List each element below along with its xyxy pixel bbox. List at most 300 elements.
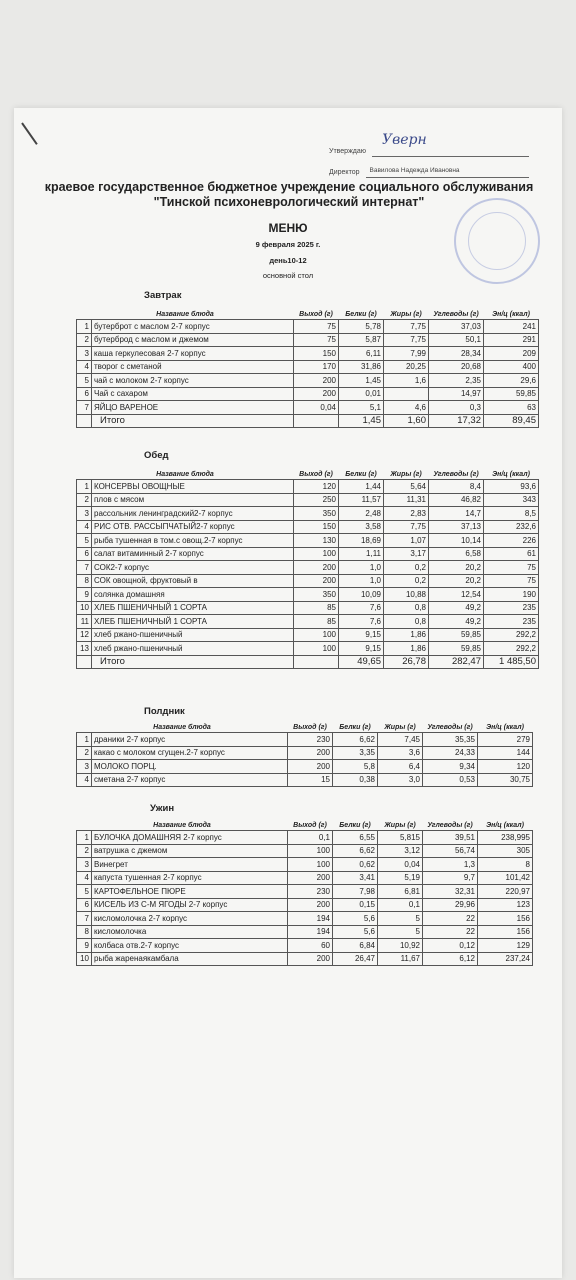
- dish-name: ватрушка с джемом: [92, 844, 288, 858]
- cell-carbs: 35,35: [423, 733, 478, 747]
- total-protein: 1,45: [339, 414, 384, 428]
- dish-name: кисломолочка 2-7 корпус: [92, 912, 288, 926]
- cell-protein: 5,8: [333, 760, 378, 774]
- pen-mark: [21, 122, 38, 144]
- table-row: [77, 534, 539, 548]
- approve-label: Утверждаю: [329, 148, 366, 155]
- total-empty-cell: [77, 414, 92, 428]
- cell-fat: 11,67: [378, 952, 423, 966]
- cell-portion: 100: [288, 844, 333, 858]
- cell-carbs: 20,68: [429, 360, 484, 374]
- cell-energy: 232,6: [484, 520, 539, 534]
- cell-energy: 190: [484, 588, 539, 602]
- row-number: 1: [77, 480, 92, 494]
- row-number: 2: [77, 844, 92, 858]
- menu-day: день10-12: [269, 256, 307, 265]
- total-energy: 1 485,50: [484, 655, 539, 669]
- cell-energy: 8: [478, 858, 533, 872]
- cell-energy: 279: [478, 733, 533, 747]
- row-number: 3: [77, 507, 92, 521]
- cell-energy: 292,2: [484, 642, 539, 656]
- header-portion: Выход (г): [299, 470, 333, 478]
- dish-name: МОЛОКО ПОРЦ.: [92, 760, 288, 774]
- cell-protein: 11,57: [339, 493, 384, 507]
- cell-carbs: 12,54: [429, 588, 484, 602]
- cell-protein: 1,44: [339, 480, 384, 494]
- header-carbs: Углеводы (г): [433, 310, 479, 318]
- header-protein: Белки (г): [345, 470, 377, 478]
- cell-portion: 100: [294, 628, 339, 642]
- cell-protein: 7,6: [339, 601, 384, 615]
- row-number: 4: [77, 520, 92, 534]
- table-row: [77, 939, 533, 953]
- cell-carbs: 14,97: [429, 387, 484, 401]
- cell-energy: 226: [484, 534, 539, 548]
- row-number: 2: [77, 493, 92, 507]
- header-carbs: Углеводы (г): [427, 723, 473, 731]
- dish-name: рыба жаренаякамбала: [92, 952, 288, 966]
- cell-energy: 59,85: [484, 387, 539, 401]
- cell-portion: 200: [294, 574, 339, 588]
- row-number: 11: [77, 615, 92, 629]
- director-label: Директор: [329, 169, 360, 176]
- cell-fat: 10,88: [384, 588, 429, 602]
- table-row: [77, 844, 533, 858]
- row-number: 4: [77, 773, 92, 787]
- row-number: 1: [77, 733, 92, 747]
- cell-fat: 1,07: [384, 534, 429, 548]
- menu-table: [76, 469, 539, 669]
- cell-fat: 0,2: [384, 574, 429, 588]
- cell-carbs: 39,51: [423, 831, 478, 845]
- table-row: [77, 493, 539, 507]
- cell-energy: 156: [478, 912, 533, 926]
- cell-energy: 292,2: [484, 628, 539, 642]
- cell-fat: [384, 387, 429, 401]
- cell-portion: 15: [288, 773, 333, 787]
- cell-fat: 1,6: [384, 374, 429, 388]
- cell-energy: 63: [484, 401, 539, 415]
- table-row: [77, 858, 533, 872]
- header-portion: Выход (г): [293, 821, 327, 829]
- cell-portion: 75: [294, 333, 339, 347]
- cell-fat: 7,75: [384, 520, 429, 534]
- cell-portion: 100: [288, 858, 333, 872]
- cell-protein: 9,15: [339, 642, 384, 656]
- cell-fat: 3,6: [378, 746, 423, 760]
- cell-fat: 7,45: [378, 733, 423, 747]
- cell-carbs: 0,53: [423, 773, 478, 787]
- cell-energy: 291: [484, 333, 539, 347]
- cell-carbs: 0,12: [423, 939, 478, 953]
- header-protein: Белки (г): [339, 723, 371, 731]
- header-name: Название блюда: [153, 821, 211, 829]
- cell-energy: 235: [484, 601, 539, 615]
- table-row: [77, 387, 539, 401]
- cell-portion: 120: [294, 480, 339, 494]
- cell-portion: 200: [288, 952, 333, 966]
- row-number: 1: [77, 831, 92, 845]
- header-protein: Белки (г): [339, 821, 371, 829]
- cell-energy: 75: [484, 561, 539, 575]
- table-row: [77, 642, 539, 656]
- cell-portion: 100: [294, 547, 339, 561]
- table-header: [77, 820, 533, 831]
- cell-fat: 1,86: [384, 642, 429, 656]
- row-number: 4: [77, 871, 92, 885]
- cell-energy: 8,5: [484, 507, 539, 521]
- cell-carbs: 22: [423, 912, 478, 926]
- cell-protein: 3,41: [333, 871, 378, 885]
- cell-portion: 200: [288, 898, 333, 912]
- cell-portion: 130: [294, 534, 339, 548]
- table-row: [77, 333, 539, 347]
- dish-name: плов с мясом: [92, 493, 294, 507]
- cell-protein: 1,11: [339, 547, 384, 561]
- cell-protein: 5,78: [339, 320, 384, 334]
- cell-energy: 29,6: [484, 374, 539, 388]
- header-energy: Эн/ц (ккал): [486, 723, 524, 731]
- organization-name: краевое государственное бюджетное учреждение социального обслуживания "Тинской психоневрологический интернат": [44, 180, 534, 209]
- cell-carbs: 50,1: [429, 333, 484, 347]
- dish-name: хлеб ржано-пшеничный: [92, 628, 294, 642]
- cell-carbs: 59,85: [429, 642, 484, 656]
- table-row: [77, 601, 539, 615]
- cell-energy: 101,42: [478, 871, 533, 885]
- total-row: [77, 414, 539, 428]
- cell-energy: 156: [478, 925, 533, 939]
- cell-protein: 0,62: [333, 858, 378, 872]
- dish-name: бутерброт с маслом 2-7 корпус: [92, 320, 294, 334]
- cell-energy: 61: [484, 547, 539, 561]
- header-name: Название блюда: [153, 723, 211, 731]
- cell-protein: 6,11: [339, 347, 384, 361]
- dish-name: салат витаминный 2-7 корпус: [92, 547, 294, 561]
- header-carbs: Углеводы (г): [433, 470, 479, 478]
- table-header: [77, 469, 539, 480]
- cell-energy: 93,6: [484, 480, 539, 494]
- cell-carbs: 10,14: [429, 534, 484, 548]
- dish-name: ХЛЕБ ПШЕНИЧНЫЙ 1 СОРТА: [92, 615, 294, 629]
- total-row: [77, 655, 539, 669]
- total-empty-cell: [294, 414, 339, 428]
- dish-name: рассольник ленинградский2-7 корпус: [92, 507, 294, 521]
- row-number: 12: [77, 628, 92, 642]
- total-energy: 89,45: [484, 414, 539, 428]
- table-row: [77, 547, 539, 561]
- table-row: [77, 871, 533, 885]
- cell-portion: 60: [288, 939, 333, 953]
- cell-fat: 0,1: [378, 898, 423, 912]
- menu-type: основной стол: [262, 271, 314, 280]
- menu-table: [76, 820, 533, 966]
- cell-energy: 241: [484, 320, 539, 334]
- cell-fat: 2,83: [384, 507, 429, 521]
- cell-carbs: 9,34: [423, 760, 478, 774]
- dish-name: кисломолочка: [92, 925, 288, 939]
- cell-portion: 0,04: [294, 401, 339, 415]
- row-number: 10: [77, 952, 92, 966]
- cell-fat: 6,81: [378, 885, 423, 899]
- cell-fat: 11,31: [384, 493, 429, 507]
- table-row: [77, 831, 533, 845]
- row-number: 5: [77, 885, 92, 899]
- cell-protein: 6,62: [333, 733, 378, 747]
- cell-portion: 170: [294, 360, 339, 374]
- cell-protein: 1,0: [339, 561, 384, 575]
- table-row: [77, 898, 533, 912]
- cell-fat: 5: [378, 925, 423, 939]
- cell-fat: 5: [378, 912, 423, 926]
- row-number: 6: [77, 387, 92, 401]
- section-title: Завтрак: [144, 290, 182, 301]
- total-empty-cell: [77, 655, 92, 669]
- header-energy: Эн/ц (ккал): [492, 470, 530, 478]
- table-row: [77, 480, 539, 494]
- header-fat: Жиры (г): [390, 470, 422, 478]
- row-number: 3: [77, 347, 92, 361]
- menu-date: 9 февраля 2025 г.: [255, 240, 321, 249]
- table-row: [77, 952, 533, 966]
- cell-portion: 250: [294, 493, 339, 507]
- header-energy: Эн/ц (ккал): [486, 821, 524, 829]
- header-portion: Выход (г): [293, 723, 327, 731]
- cell-protein: 6,55: [333, 831, 378, 845]
- cell-portion: 194: [288, 925, 333, 939]
- table-row: [77, 628, 539, 642]
- cell-portion: 150: [294, 347, 339, 361]
- cell-fat: 3,0: [378, 773, 423, 787]
- cell-fat: 0,8: [384, 615, 429, 629]
- table-row: [77, 885, 533, 899]
- cell-energy: 30,75: [478, 773, 533, 787]
- cell-carbs: 46,82: [429, 493, 484, 507]
- cell-fat: 1,86: [384, 628, 429, 642]
- cell-carbs: 49,2: [429, 615, 484, 629]
- total-protein: 49,65: [339, 655, 384, 669]
- row-number: 9: [77, 939, 92, 953]
- cell-energy: 209: [484, 347, 539, 361]
- cell-energy: 400: [484, 360, 539, 374]
- cell-fat: 7,99: [384, 347, 429, 361]
- cell-protein: 3,35: [333, 746, 378, 760]
- dish-name: бутерброд с маслом и джемом: [92, 333, 294, 347]
- cell-carbs: 29,96: [423, 898, 478, 912]
- dish-name: БУЛОЧКА ДОМАШНЯЯ 2-7 корпус: [92, 831, 288, 845]
- dish-name: Винегрет: [92, 858, 288, 872]
- cell-carbs: 49,2: [429, 601, 484, 615]
- dish-name: рыба тушенная в том.с овощ.2-7 корпус: [92, 534, 294, 548]
- cell-portion: 100: [294, 642, 339, 656]
- cell-carbs: 2,35: [429, 374, 484, 388]
- table-row: [77, 733, 533, 747]
- row-number: 8: [77, 574, 92, 588]
- dish-name: СОК овощной, фруктовый в: [92, 574, 294, 588]
- cell-carbs: 22: [423, 925, 478, 939]
- cell-carbs: 20,2: [429, 561, 484, 575]
- row-number: 13: [77, 642, 92, 656]
- total-fat: 1,60: [384, 414, 429, 428]
- dish-name: РИС ОТВ. РАССЫПЧАТЫЙ2-7 корпус: [92, 520, 294, 534]
- cell-portion: 200: [294, 387, 339, 401]
- header-fat: Жиры (г): [384, 723, 416, 731]
- cell-portion: 230: [288, 885, 333, 899]
- cell-protein: 3,58: [339, 520, 384, 534]
- dish-name: сметана 2-7 корпус: [92, 773, 288, 787]
- row-number: 6: [77, 898, 92, 912]
- header-fat: Жиры (г): [390, 310, 422, 318]
- total-label: Итого: [92, 655, 294, 669]
- cell-protein: 5,1: [339, 401, 384, 415]
- cell-protein: 10,09: [339, 588, 384, 602]
- section-title: Полдник: [144, 706, 185, 717]
- cell-carbs: 1,3: [423, 858, 478, 872]
- cell-protein: 6,62: [333, 844, 378, 858]
- cell-fat: 3,12: [378, 844, 423, 858]
- row-number: 8: [77, 925, 92, 939]
- dish-name: каша геркулесовая 2-7 корпус: [92, 347, 294, 361]
- dish-name: чай с молоком 2-7 корпус: [92, 374, 294, 388]
- row-number: 7: [77, 912, 92, 926]
- cell-protein: 2,48: [339, 507, 384, 521]
- cell-carbs: 32,31: [423, 885, 478, 899]
- cell-energy: 120: [478, 760, 533, 774]
- cell-carbs: 9,7: [423, 871, 478, 885]
- cell-carbs: 0,3: [429, 401, 484, 415]
- table-row: [77, 360, 539, 374]
- cell-energy: 123: [478, 898, 533, 912]
- cell-protein: 7,6: [339, 615, 384, 629]
- row-number: 5: [77, 534, 92, 548]
- header-name: Название блюда: [156, 310, 214, 318]
- dish-name: КАРТОФЕЛЬНОЕ ПЮРЕ: [92, 885, 288, 899]
- header-energy: Эн/ц (ккал): [492, 310, 530, 318]
- table-row: [77, 401, 539, 415]
- dish-name: КОНСЕРВЫ ОВОЩНЫЕ: [92, 480, 294, 494]
- cell-portion: 200: [294, 374, 339, 388]
- cell-portion: 200: [288, 746, 333, 760]
- cell-protein: 0,15: [333, 898, 378, 912]
- dish-name: какао с молоком сгущен.2-7 корпус: [92, 746, 288, 760]
- row-number: 7: [77, 561, 92, 575]
- cell-protein: 5,6: [333, 912, 378, 926]
- cell-portion: 350: [294, 588, 339, 602]
- cell-energy: 235: [484, 615, 539, 629]
- cell-portion: 0,1: [288, 831, 333, 845]
- menu-table: [76, 309, 539, 428]
- director-name: Вавилова Надежда Ивановна: [366, 167, 530, 178]
- cell-protein: 26,47: [333, 952, 378, 966]
- dish-name: ХЛЕБ ПШЕНИЧНЫЙ 1 СОРТА: [92, 601, 294, 615]
- table-row: [77, 520, 539, 534]
- dish-name: солянка домашняя: [92, 588, 294, 602]
- total-fat: 26,78: [384, 655, 429, 669]
- table-row: [77, 773, 533, 787]
- dish-name: хлеб ржано-пшеничный: [92, 642, 294, 656]
- table-row: [77, 347, 539, 361]
- cell-protein: 1,45: [339, 374, 384, 388]
- cell-fat: 7,75: [384, 333, 429, 347]
- cell-protein: 1,0: [339, 574, 384, 588]
- cell-fat: 6,4: [378, 760, 423, 774]
- cell-carbs: 8,4: [429, 480, 484, 494]
- cell-portion: 230: [288, 733, 333, 747]
- table-row: [77, 588, 539, 602]
- cell-protein: 5,6: [333, 925, 378, 939]
- cell-protein: 31,86: [339, 360, 384, 374]
- row-number: 3: [77, 760, 92, 774]
- menu-sheet: [14, 108, 562, 1278]
- table-header: [77, 309, 539, 320]
- cell-protein: 18,69: [339, 534, 384, 548]
- row-number: 2: [77, 746, 92, 760]
- menu-title: МЕНЮ: [268, 221, 308, 235]
- dish-name: драники 2-7 корпус: [92, 733, 288, 747]
- row-number: 5: [77, 374, 92, 388]
- cell-fat: 5,19: [378, 871, 423, 885]
- row-number: 6: [77, 547, 92, 561]
- row-number: 9: [77, 588, 92, 602]
- cell-energy: 238,995: [478, 831, 533, 845]
- cell-portion: 194: [288, 912, 333, 926]
- cell-portion: 85: [294, 615, 339, 629]
- cell-carbs: 56,74: [423, 844, 478, 858]
- cell-portion: 85: [294, 601, 339, 615]
- total-carbs: 282,47: [429, 655, 484, 669]
- cell-fat: 4,6: [384, 401, 429, 415]
- cell-carbs: 37,13: [429, 520, 484, 534]
- cell-carbs: 20,2: [429, 574, 484, 588]
- header-protein: Белки (г): [345, 310, 377, 318]
- dish-name: колбаса отв.2-7 корпус: [92, 939, 288, 953]
- row-number: 10: [77, 601, 92, 615]
- cell-energy: 129: [478, 939, 533, 953]
- cell-fat: 0,04: [378, 858, 423, 872]
- total-label: Итого: [92, 414, 294, 428]
- cell-portion: 350: [294, 507, 339, 521]
- row-number: 2: [77, 333, 92, 347]
- section-title: Ужин: [150, 803, 175, 814]
- cell-fat: 5,64: [384, 480, 429, 494]
- cell-protein: 0,01: [339, 387, 384, 401]
- cell-carbs: 37,03: [429, 320, 484, 334]
- cell-carbs: 28,34: [429, 347, 484, 361]
- cell-portion: 200: [294, 561, 339, 575]
- cell-carbs: 24,33: [423, 746, 478, 760]
- cell-energy: 75: [484, 574, 539, 588]
- cell-energy: 305: [478, 844, 533, 858]
- cell-energy: 237,24: [478, 952, 533, 966]
- cell-fat: 0,2: [384, 561, 429, 575]
- table-row: [77, 925, 533, 939]
- table-row: [77, 615, 539, 629]
- cell-fat: 20,25: [384, 360, 429, 374]
- table-header: [77, 722, 533, 733]
- dish-name: Чай с сахаром: [92, 387, 294, 401]
- header-carbs: Углеводы (г): [427, 821, 473, 829]
- cell-carbs: 59,85: [429, 628, 484, 642]
- signature: Уверн: [382, 132, 427, 148]
- dish-name: ЯЙЦО ВАРЕНОЕ: [92, 401, 294, 415]
- row-number: 4: [77, 360, 92, 374]
- total-empty-cell: [294, 655, 339, 669]
- table-row: [77, 574, 539, 588]
- cell-carbs: 6,58: [429, 547, 484, 561]
- cell-portion: 200: [288, 871, 333, 885]
- cell-energy: 220,97: [478, 885, 533, 899]
- header-portion: Выход (г): [299, 310, 333, 318]
- table-row: [77, 374, 539, 388]
